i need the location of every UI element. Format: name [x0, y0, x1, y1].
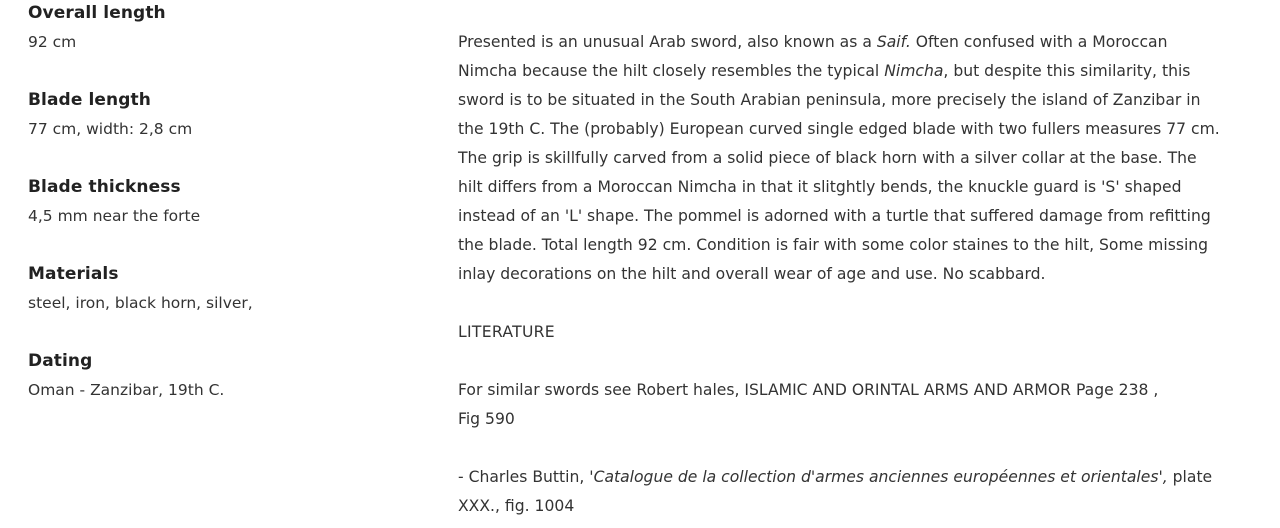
reference-title: 'Catalogue de la collection d'armes anciennes européennes et orientales', [589, 468, 1168, 486]
spec-materials [28, 262, 428, 315]
spec-value: 77 cm, width: 2,8 cm [28, 120, 193, 138]
spec-overall-length [28, 1, 428, 54]
description-text: , but despite this similarity, this [943, 62, 1191, 80]
literature-reference [458, 376, 1258, 434]
spec-value: 92 cm [28, 33, 77, 51]
description-text: Presented is an unusual Arab sword, also known as a [458, 33, 877, 51]
description-text: instead of an 'L' shape. The pommel is adorned with a turtle that suffered damage from refitting [458, 207, 1211, 225]
description-text: hilt differs from a Moroccan Nimcha in that it slitghtly bends, the knuckle guard is 'S' shaped [458, 178, 1182, 196]
reference-text: - Charles Buttin, [458, 468, 590, 486]
spec-value: 4,5 mm near the forte [28, 207, 201, 225]
literature-heading: LITERATURE [458, 323, 555, 341]
description-text: the blade. Total length 92 cm. Condition is fair with some color staines to the hilt, Some missing [458, 236, 1209, 254]
description-italic-term: Saif. [876, 33, 911, 51]
description-text: the 19th C. The (probably) European curved single edged blade with two fullers measures 77 cm. [458, 120, 1220, 138]
spec-label: Materials [28, 264, 119, 284]
spec-value: Oman - Zanzibar, 19th C. [28, 381, 225, 399]
specifications-list [28, 0, 428, 402]
description-paragraph [458, 28, 1258, 289]
spec-value: steel, iron, black horn, silver, [28, 294, 253, 312]
spec-label: Blade thickness [28, 177, 181, 197]
spec-label: Blade length [28, 90, 151, 110]
description-text: inlay decorations on the hilt and overall wear of age and use. No scabbard. [458, 265, 1046, 283]
spec-blade-length [28, 88, 428, 141]
spec-label: Overall length [28, 3, 166, 23]
reference-text: XXX., fig. 1004 [458, 497, 575, 515]
item-description [458, 28, 1258, 521]
reference-text: Fig 590 [458, 410, 515, 428]
description-text: Nimcha because the hilt closely resembles the typical [458, 62, 885, 80]
description-text: The grip is skillfully carved from a solid piece of black horn with a silver collar at the base. The [458, 149, 1197, 167]
spec-label: Dating [28, 351, 93, 371]
reference-text: For similar swords see Robert hales, ISLAMIC AND ORINTAL ARMS AND ARMOR Page 238 , [458, 381, 1159, 399]
spec-blade-thickness [28, 175, 428, 228]
reference-text: plate [1167, 468, 1213, 486]
description-text: sword is to be situated in the South Arabian peninsula, more precisely the island of Zanzibar in [458, 91, 1201, 109]
description-text: Often confused with a Moroccan [910, 33, 1168, 51]
description-italic-term: Nimcha [884, 62, 944, 80]
literature-reference [458, 463, 1258, 521]
spec-dating [28, 349, 428, 402]
